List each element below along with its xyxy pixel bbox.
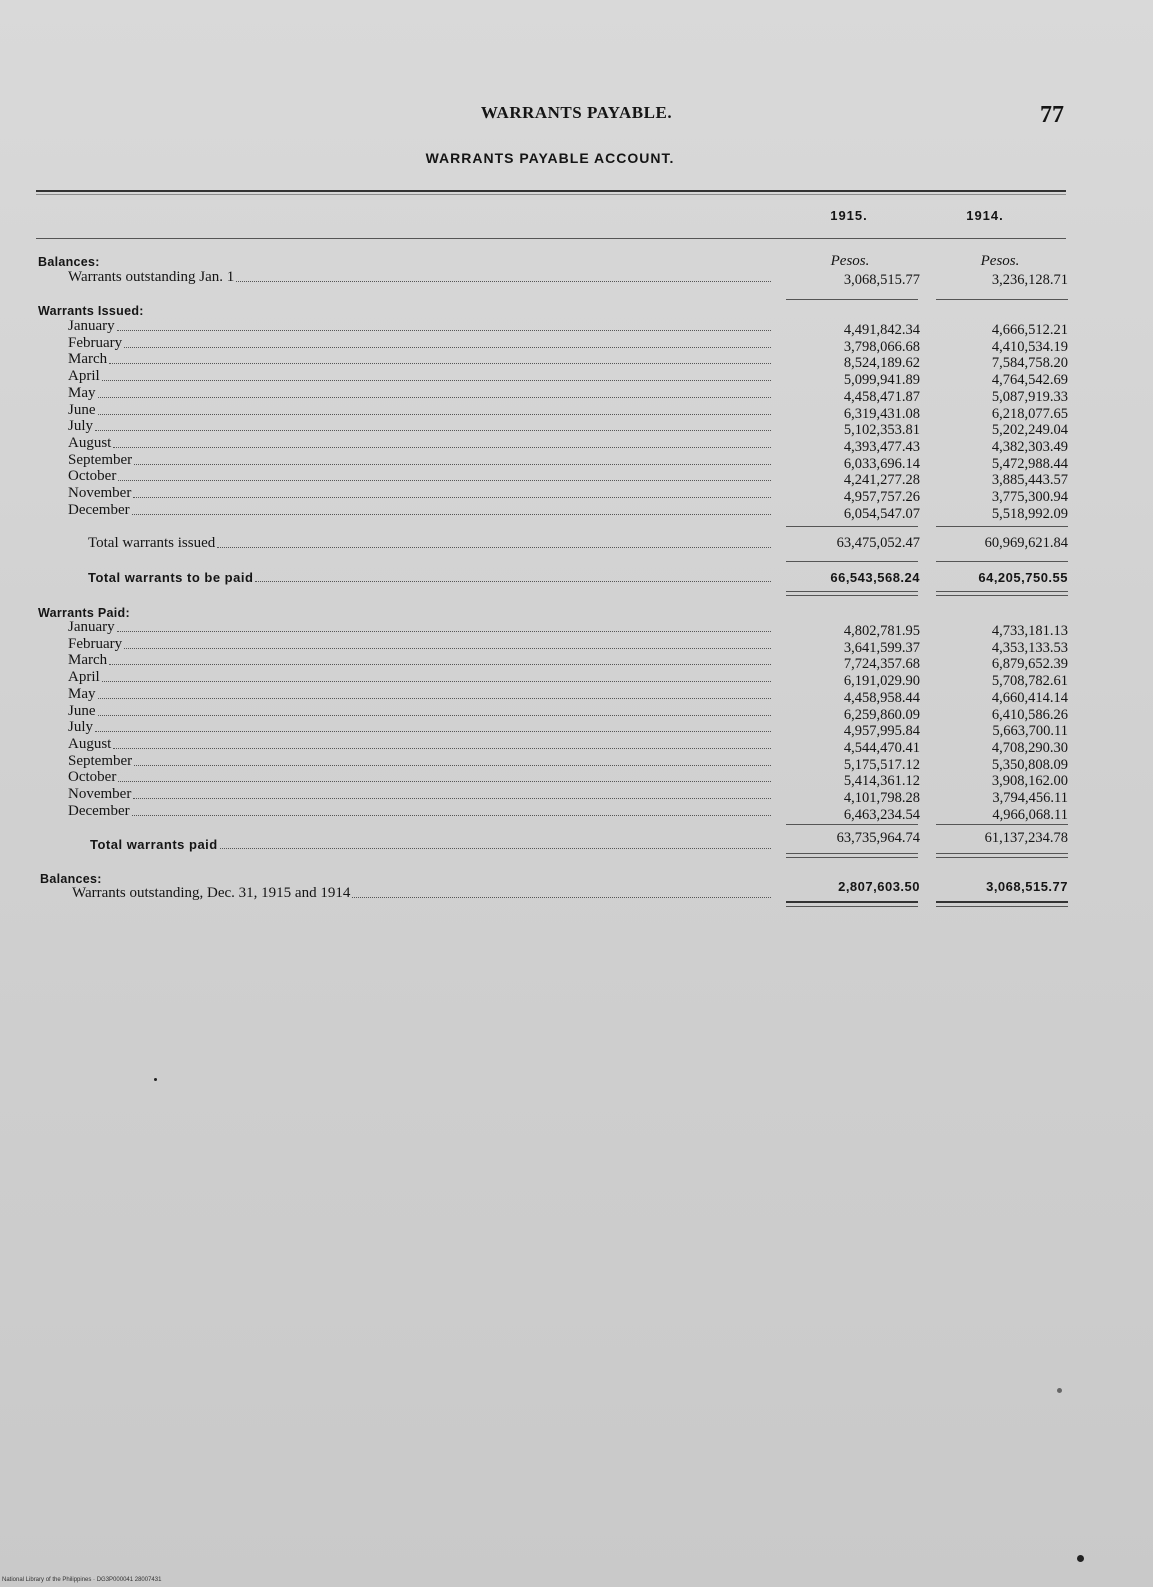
scan-speck [1057, 1388, 1062, 1393]
to-be-paid-1914: 64,205,750.55 [978, 570, 1068, 585]
paid-rule-1914 [936, 824, 1068, 825]
paid-value-1914: 5,708,782.61 [991, 673, 1068, 690]
month-label: February [68, 334, 123, 351]
row-closing-balance [72, 885, 773, 902]
issued-row [68, 335, 773, 352]
paid-value-1915: 5,414,361.12 [843, 773, 920, 790]
paid-total-rule-1914-b [936, 857, 1068, 858]
paid-row [68, 769, 773, 786]
issued-total-rule-1914 [936, 561, 1068, 562]
closing-1914: 3,068,515.77 [986, 879, 1068, 894]
month-label: June [68, 401, 96, 418]
paid-row [68, 686, 773, 703]
row-label: Total warrants to be paid [88, 570, 254, 585]
paid-value-1914: 4,966,068.11 [992, 806, 1068, 823]
paid-row [68, 652, 773, 669]
issued-row [68, 368, 773, 385]
to-be-paid-rule-1915-b [786, 595, 918, 596]
month-label: December [68, 802, 130, 819]
column-1915: 1915. [830, 208, 868, 223]
month-label: September [68, 451, 133, 468]
closing-rule-1914-a [936, 901, 1068, 903]
total-paid-1914: 61,137,234.78 [984, 830, 1068, 846]
issued-value-1914: 4,382,303.49 [991, 438, 1068, 455]
to-be-paid-rule-1914-a [936, 591, 1068, 592]
leader-dots [98, 413, 772, 415]
paid-row [68, 619, 773, 636]
leader-dots [217, 546, 771, 548]
issued-value-1915: 4,241,277.28 [843, 472, 920, 489]
row-total-issued [88, 535, 773, 552]
top-rule [36, 190, 1066, 192]
paid-total-rule-1915-b [786, 857, 918, 858]
paid-row [68, 736, 773, 753]
paid-value-1915: 4,458,958.44 [843, 689, 920, 706]
month-label: May [68, 685, 96, 702]
paid-row [68, 703, 773, 720]
issued-row [68, 385, 773, 402]
section-warrants-issued: Warrants Issued: [38, 304, 144, 318]
paid-value-1914: 3,908,162.00 [991, 773, 1068, 790]
page-number: 77 [1040, 102, 1064, 128]
issued-value-1914: 5,518,992.09 [991, 505, 1068, 522]
issued-value-1914: 5,472,988.44 [991, 455, 1068, 472]
to-be-paid-rule-1915-a [786, 591, 918, 592]
month-label: November [68, 485, 132, 501]
issued-total-rule-1915 [786, 561, 918, 562]
leader-dots [133, 496, 771, 498]
leader-dots [102, 379, 771, 381]
top-rule-inner [36, 194, 1066, 195]
paid-total-rule-1915-a [786, 853, 918, 854]
unit-1915: Pesos. [830, 253, 870, 269]
row-opening-balance [68, 269, 773, 286]
issued-value-1915: 4,393,477.43 [843, 438, 920, 455]
month-label: October [68, 769, 117, 786]
issued-value-1914: 4,764,542.69 [991, 372, 1068, 389]
issued-value-1915: 5,099,941.89 [843, 372, 920, 389]
paid-total-rule-1914-a [936, 853, 1068, 854]
issued-value-1914: 5,087,919.33 [991, 388, 1068, 405]
paid-value-1914: 4,353,133.53 [991, 639, 1068, 656]
leader-dots [98, 697, 772, 699]
month-label: April [68, 368, 100, 385]
month-label: July [68, 719, 94, 736]
issued-value-1914: 3,885,443.57 [991, 472, 1068, 489]
opening-rule-1914 [936, 299, 1068, 300]
issued-value-1915: 6,319,431.08 [843, 405, 920, 422]
scan-speck [1077, 1555, 1084, 1562]
leader-dots [133, 797, 771, 799]
closing-rule-1914-b [936, 906, 1068, 907]
issued-value-1915: 5,102,353.81 [843, 422, 920, 439]
issued-value-1914: 3,775,300.94 [991, 489, 1068, 505]
issued-value-1915: 6,054,547.07 [843, 505, 920, 522]
month-label: January [68, 318, 115, 334]
issued-value-1914: 4,666,512.21 [991, 322, 1068, 338]
row-total-paid [90, 836, 773, 853]
issued-value-1915: 3,798,066.68 [843, 338, 920, 355]
closing-rule-1915-a [786, 901, 918, 903]
opening-1915: 3,068,515.77 [843, 272, 920, 288]
issued-row [68, 452, 773, 469]
leader-dots [134, 463, 771, 465]
leader-dots [132, 513, 771, 515]
to-be-paid-1915: 66,543,568.24 [830, 570, 920, 585]
footer-tag: National Library of the Philippines · DG3P000041 28007431 [2, 1577, 162, 1583]
paid-value-1914: 4,733,181.13 [991, 623, 1068, 639]
header-bottom-rule [36, 238, 1066, 239]
paid-row [68, 669, 773, 686]
paid-value-1915: 3,641,599.37 [843, 639, 920, 656]
issued-row [68, 351, 773, 368]
row-label: Warrants outstanding Jan. 1 [68, 269, 235, 285]
paid-row [68, 719, 773, 736]
month-label: July [68, 418, 94, 435]
issued-value-1914: 4,410,534.19 [991, 338, 1068, 355]
paid-value-1915: 6,191,029.90 [843, 673, 920, 690]
paid-row [68, 753, 773, 770]
leader-dots [118, 780, 771, 782]
leader-dots [102, 680, 771, 682]
month-label: September [68, 752, 133, 769]
month-label: August [68, 434, 112, 451]
section-balances-opening: Balances: [38, 255, 100, 269]
leader-dots [134, 764, 771, 766]
issued-value-1915: 4,458,471.87 [843, 388, 920, 405]
leader-dots [109, 663, 771, 665]
row-label: Warrants outstanding, Dec. 31, 1915 and 1914 [72, 885, 351, 901]
issued-row [68, 435, 773, 452]
issued-value-1915: 6,033,696.14 [843, 455, 920, 472]
paid-row [68, 803, 773, 820]
month-label: December [68, 501, 130, 518]
row-label: Total warrants issued [88, 535, 216, 551]
month-label: August [68, 735, 112, 752]
month-label: January [68, 619, 115, 635]
leader-dots [95, 429, 771, 431]
leader-dots [236, 280, 771, 282]
opening-1914: 3,236,128.71 [991, 272, 1068, 288]
paid-row [68, 786, 773, 803]
paid-value-1914: 4,660,414.14 [991, 689, 1068, 706]
leader-dots [352, 896, 771, 898]
to-be-paid-rule-1914-b [936, 595, 1068, 596]
running-head: WARRANTS PAYABLE. [480, 103, 673, 122]
month-label: November [68, 786, 132, 802]
issued-rule-1914 [936, 526, 1068, 527]
leader-dots [220, 847, 771, 849]
issued-rule-1915 [786, 526, 918, 527]
paid-value-1914: 6,410,586.26 [991, 706, 1068, 723]
total-issued-1915: 63,475,052.47 [836, 535, 920, 551]
leader-dots [98, 714, 772, 716]
leader-dots [109, 362, 771, 364]
leader-dots [113, 747, 771, 749]
leader-dots [118, 479, 771, 481]
paid-value-1914: 4,708,290.30 [991, 739, 1068, 756]
table-title: WARRANTS PAYABLE ACCOUNT. [425, 150, 675, 166]
paid-value-1914: 5,350,808.09 [991, 756, 1068, 773]
month-label: June [68, 702, 96, 719]
leader-dots [117, 329, 771, 331]
paid-value-1914: 6,879,652.39 [991, 656, 1068, 673]
paid-value-1915: 4,802,781.95 [843, 623, 920, 639]
issued-value-1915: 4,957,757.26 [843, 489, 920, 505]
leader-dots [98, 396, 772, 398]
closing-rule-1915-b [786, 906, 918, 907]
month-label: March [68, 652, 108, 669]
issued-row [68, 468, 773, 485]
month-label: October [68, 468, 117, 485]
total-issued-1914: 60,969,621.84 [984, 535, 1068, 551]
paid-value-1914: 5,663,700.11 [992, 723, 1068, 740]
leader-dots [117, 630, 771, 632]
section-balances-closing: Balances: [40, 872, 102, 886]
issued-value-1914: 6,218,077.65 [991, 405, 1068, 422]
leader-dots [124, 647, 771, 649]
paid-rule-1915 [786, 824, 918, 825]
scan-speck [154, 1078, 157, 1081]
leader-dots [113, 446, 771, 448]
paid-value-1915: 6,259,860.09 [843, 706, 920, 723]
issued-value-1914: 5,202,249.04 [991, 422, 1068, 439]
issued-value-1914: 7,584,758.20 [991, 355, 1068, 372]
paid-value-1915: 4,101,798.28 [843, 790, 920, 806]
issued-value-1915: 8,524,189.62 [843, 355, 920, 372]
unit-1914: Pesos. [980, 253, 1020, 269]
closing-1915: 2,807,603.50 [838, 879, 920, 894]
opening-rule-1915 [786, 299, 918, 300]
issued-row [68, 502, 773, 519]
issued-row [68, 418, 773, 435]
paid-value-1914: 3,794,456.11 [992, 790, 1068, 806]
issued-row [68, 402, 773, 419]
month-label: February [68, 635, 123, 652]
paid-value-1915: 6,463,234.54 [843, 806, 920, 823]
paid-value-1915: 4,544,470.41 [843, 739, 920, 756]
leader-dots [95, 730, 771, 732]
paid-value-1915: 5,175,517.12 [843, 756, 920, 773]
row-total-to-be-paid [88, 569, 773, 586]
row-label: Total warrants paid [90, 837, 218, 852]
issued-row [68, 485, 773, 502]
paid-value-1915: 7,724,357.68 [843, 656, 920, 673]
leader-dots [255, 580, 771, 582]
issued-value-1915: 4,491,842.34 [843, 322, 920, 338]
section-warrants-paid: Warrants Paid: [38, 606, 130, 620]
paid-value-1915: 4,957,995.84 [843, 723, 920, 740]
leader-dots [132, 814, 771, 816]
issued-row [68, 318, 773, 335]
leader-dots [124, 346, 771, 348]
paid-row [68, 636, 773, 653]
total-paid-1915: 63,735,964.74 [836, 830, 920, 846]
month-label: March [68, 351, 108, 368]
month-label: May [68, 384, 96, 401]
column-1914: 1914. [966, 208, 1004, 223]
month-label: April [68, 669, 100, 686]
